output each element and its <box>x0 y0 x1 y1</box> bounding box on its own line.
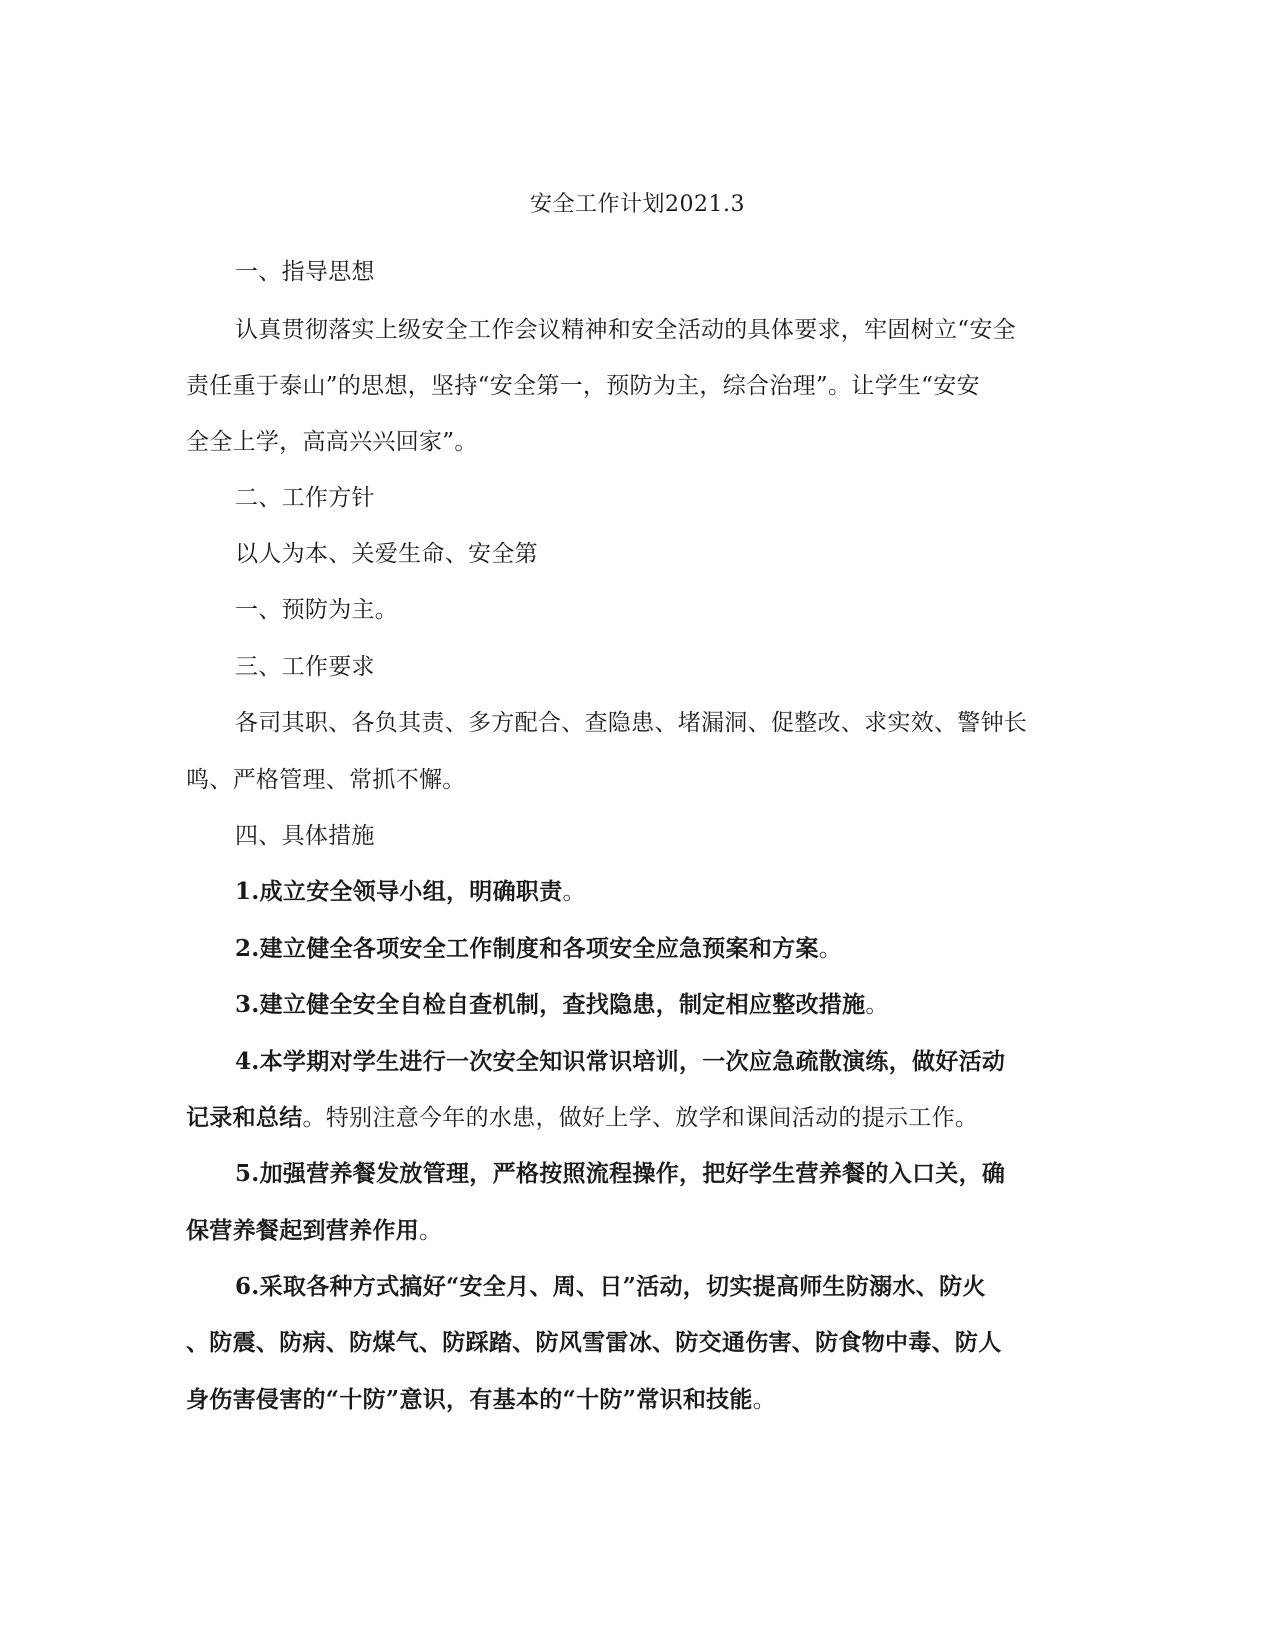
measure-bold-text: 5.加强营养餐发放管理，严格按照流程操作，把好学生营养餐的入口关，确 <box>235 1160 1006 1187</box>
measure-bold-text: 3.建立健全安全自检自查机制，查找隐患，制定相应整改措施 <box>235 991 866 1018</box>
paragraph-line: 鸣、严格管理、常抓不懈。 <box>186 767 466 793</box>
measure-item <box>235 933 842 965</box>
measure-bold-text: 2.建立健全各项安全工作制度和各项安全应急预案和方案 <box>235 935 819 962</box>
measure-item <box>235 989 889 1021</box>
paragraph-line: 责任重于泰山”的思想，坚持“安全第一，预防为主，综合治理”。让学生“安安 <box>186 373 980 399</box>
measure-text: 。特别注意今年的水患，做好上学、放学和课间活动的提示工作。 <box>302 1105 979 1131</box>
heading-work-requirements: 三、工作要求 <box>235 654 375 680</box>
measure-bold-text: 、防震、防病、防煤气、防踩踏、防风雪雷冰、防交通伤害、防食物中毒、防人 <box>186 1329 1002 1356</box>
paragraph-line: 以人为本、关爱生命、安全第 <box>235 541 538 567</box>
measure-item <box>186 1327 1002 1359</box>
measure-item <box>235 1046 1005 1078</box>
measure-text: 。 <box>865 992 889 1018</box>
measure-bold-text: 6.采取各种方式搞好“安全月、周、日”活动，切实提高师生防溺水、防火 <box>235 1273 986 1300</box>
measure-bold-text: 保营养餐起到营养作用 <box>186 1217 419 1244</box>
heading-work-policy: 二、工作方针 <box>235 485 375 511</box>
measure-bold-text: 记录和总结 <box>186 1104 303 1131</box>
paragraph-line: 一、预防为主。 <box>235 597 399 623</box>
document-title: 安全工作计划2021.3 <box>530 192 745 217</box>
measure-item <box>186 1384 776 1416</box>
measure-text: 。 <box>818 936 843 962</box>
measure-text: 。 <box>562 879 586 905</box>
paragraph-line: 各司其职、各负其责、多方配合、查隐患、堵漏洞、促整改、求实效、警钟长 <box>235 710 1028 736</box>
heading-specific-measures: 四、具体措施 <box>235 823 375 849</box>
measure-bold-text: 1.成立安全领导小组，明确职责 <box>235 878 563 905</box>
measure-bold-text: 身伤害侵害的“十防”意识，有基本的“十防”常识和技能 <box>186 1386 753 1413</box>
measure-item <box>235 876 586 908</box>
heading-guiding-thought: 一、指导思想 <box>235 259 375 285</box>
measure-item <box>186 1215 442 1247</box>
measure-item <box>235 1158 1005 1190</box>
measure-text: 。 <box>419 1218 443 1244</box>
paragraph-line: 全全上学，高高兴兴回家”。 <box>186 429 478 455</box>
measure-item <box>186 1102 978 1134</box>
measure-text: 。 <box>752 1387 777 1413</box>
paragraph-line: 认真贯彻落实上级安全工作会议精神和安全活动的具体要求，牢固树立“安全 <box>235 317 1016 343</box>
measure-item <box>235 1271 986 1303</box>
measure-bold-text: 4.本学期对学生进行一次安全知识常识培训，一次应急疏散演练，做好活动 <box>235 1048 1006 1075</box>
